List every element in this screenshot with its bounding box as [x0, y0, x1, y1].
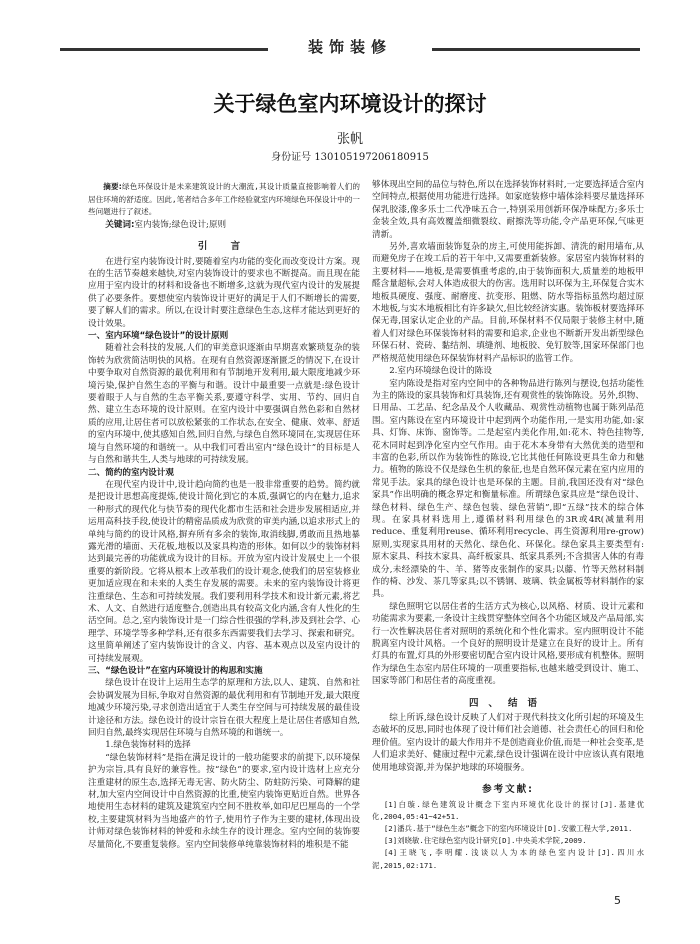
keywords — [88, 219, 360, 231]
conclusion-paragraph: 综上所诉,绿色设计反映了人们对于现代科技文化所引起的环境及生态破坏的反思,同时也体现了设计师们社会道德、社会责任心的回归和伦理价值。室内设计的最大作用并不是创造商业价值,而是一种社会变革,是人们追求美好、健康过程中元素,绿色设计强调在设计中应该认真有限地使用地球资源,并为保护地球的环境服务。 — [372, 713, 644, 773]
abstract-text: 绿色环保设计是未来建筑设计的大潮流,其设计质量直接影响着人们的居住环境的舒适度。因此,笔者结合多年工作经验就室内环境绿色环保设计中的一些问题进行了叙述。 — [88, 182, 360, 217]
section-1-heading: 一、室内环境“绿色设计”的设计原则 — [88, 331, 229, 342]
conclusion-heading: 四、结语 — [468, 697, 547, 709]
section-2-heading: 二、简约的室内设计观 — [88, 467, 174, 478]
article-title: 关于绿色室内环境设计的探讨 — [213, 92, 487, 116]
section-3-1-heading: 1.绿色装饰材料的选择 — [105, 740, 191, 751]
section-3-2-heading: 2.室内环境绿色设计的陈设 — [389, 366, 492, 377]
author-name: 张帆 — [336, 132, 363, 147]
section-label: 装饰装修 — [307, 38, 392, 56]
continued-paragraph: 够体现出空间的品位与特色,所以在选择装饰材料时,一定要选择适合室内空间特点,根据使用功能进行选择。如家庭装修中墙体涂料要尽量选择环保乳胶漆,像多乐士二代净味五合一,特别采用创新环保净味配方;多乐士金装全效,具有高效覆盖细微裂纹、耐擦洗等功能,令产品更环保,气味更清新。 — [372, 180, 644, 240]
section-3-paragraph: 绿色设计在设计上运用生态学的原理和方法,以人、建筑、自然和社会协调发展为目标,争取对自然资源的最优利用和有节制地开发,最大限度地减少环境污染,寻求创造出适宜于人类生存空间与可持续发展的最佳设计途径和方法。绿色设计的设计宗旨在很大程度上是让居住者感知自然,回归自然,最终实现居住环境与自然环境的和谐统一。 — [88, 678, 360, 739]
references-list — [372, 799, 644, 872]
section-3-heading: 三、“绿色设计”在室内环境设计的构思和实施 — [88, 666, 263, 676]
keywords-text: 室内装饰;绿色设计;原则 — [134, 219, 227, 230]
flooring-paragraph: 另外,喜欢墙面装饰复杂的房主,可使用能拆卸、清洗的耐用墙布,从而避免房子在竣工后的若干年中,又需要重新装修。家居室内装饰材料的主要材料——地板,是需要慎重考虑的,由于装饰面积大,质量差的地板甲醛含量超标,会对人体造成很大的伤害。选用时以环保为主,环保复合实木地板具硬度、强度、耐磨度、抗变形、阻燃、防水等指标虽然均超过原木地板,与实木地板相比有许多缺欠,但比较经济实惠。装饰板材要选择环保无毒,国家认定企业的产品。目前,环保材料不仅局限于装修主材中,随着人们对绿色环保装饰材料的需要和追求,企业也不断新开发出新型绿色环保石材、瓷砖、黏结剂、填缝剂、地板胶、免钉胶等,国家环保部门也严格规范使用绿色环保装饰材料产品标识的监管工作。 — [372, 242, 644, 364]
journal-section-header — [0, 28, 700, 58]
abstract — [88, 181, 360, 219]
section-3-1-paragraph: “绿色装饰材料”是指在满足设计的一般功能要求的前提下,以环境保护为宗旨,具有良好的兼容性。按“绿色”的要求,室内设计选材上应充分注重建材的原生态,选择无毒无害、防火防尘、防蛀防污染、可降解的建材,加大室内空间设计中自然资源的比重,使室内装饰更贴近自然。世界各地使用生态材料的建筑及建筑室内空间不胜枚举,如印尼巴厘岛的一个学校,主要建筑材料为当地盛产的竹子,使用竹子作为主要的建材,体现出设计师对绿色装饰材料的钟爱和永续生存的设计理念。室内空间的装饰要尽量简化,不要重复装修。室内空间装修单纯靠装饰材料的堆积是不能 — [88, 752, 360, 850]
left-column — [88, 181, 360, 851]
reference-item: [1]白璇.绿色建筑设计概念下室内环境优化设计的探讨[J].基建优化,2004,05:41~42+51. — [372, 799, 644, 821]
reference-item: [2]潘兵.基于“绿色生态”概念下的室内环境设计[D].安徽工程大学,2011. — [383, 823, 633, 833]
section-2-paragraph: 在现代室内设计中,设计趋向简约也是一股非常重要的趋势。简约就是把设计思想高度提炼,使设计简化到它的本质,强调它的内在魅力,追求一种形式的现代化与快节奏的现代化都市生活和社会进步发展相适应,并运用高科技手段,使设计的精密品质成为欣赏的审美内涵,以追求形式上的单纯与简约的设计风格,摒弃所有多余的装饰,取消线脚,勇敢而且热地暴露光滑的墙面、天花板,地板以及家具构造的形体。如何以少的装饰材料达到最完善的功能就成为设计的目标。开放为室内设计发展史上一个很重要的新阶段。它将从根本上改革我们的设计观念,使我们的居室装修业更加适应现在和未来的人类生存发展的需要。未来的室内装饰设计将更注重绿色、生态和可持续发展。我们要利用科学技术和设计新元素,将艺术、人文、自然进行适度整合,创造出具有较高文化内涵,含有人性化的生活空间。总之,室内装饰设计是一门综合性很强的学科,涉及到社会学、心理学、环境学等多种学科,还有很多东西需要我们去学习、探索和研究。这里简单阐述了室内装饰设计的含义、内容、基本观点以及室内设计的可持续发展观。 — [88, 479, 360, 664]
right-column — [372, 179, 644, 872]
header-rule-left — [60, 48, 268, 51]
lighting-paragraph: 绿色照明它以居住者的生活方式为核心,以风格、材质、设计元素和功能需求为要素,一条设计主线贯穿整体空间各个功能区域及产品局部,实行一次性解决居住者对照明的系统化和个性化需求。室内照明设计不能脱离室内设计风格。一个良好的照明设计是建立在良好的设计上。所有灯具的布置,灯具的外形要密切配合室内设计风格,要形成有机整体。照明作为绿色生态室内居住环境的一项重要指标,也越来越受到设计、施工、国家等部门和居住者的高度重视。 — [372, 601, 644, 687]
references-heading: 参考文献: — [482, 784, 534, 796]
author-id: 身份证号 130105197206180915 — [271, 152, 429, 163]
page-number: 5 — [614, 894, 621, 907]
intro-paragraph: 在进行室内装饰设计时,要随着室内功能的变化而改变设计方案。现在的生活节奏越来越快,对室内装饰设计的要求也不断提高。而且现在能应用于室内设计的材料和设备也不断增多,这就为现代室内设计的发展提供了必要条件。要想使室内装饰设计更好的满足于人们不断增长的需要,要了解人们的需求。所以,在设计时要注意绿色生态,这样才能达到更好的设计效果。 — [88, 256, 360, 329]
abstract-label: 摘要: — [103, 182, 122, 191]
furnishing-paragraph: 室内陈设是指对室内空间中的各种物品进行陈列与摆设,包括功能性为主的陈设的家具装饰和灯具装饰,还有观赏性的装饰陈设。另外,织物、日用品、工艺品、纪念品及个人收藏品、观赏性动植物也属于陈列品范围。室内陈设在室内环境设计中起到两个功能作用,一是实用功能,如:家具、灯饰、床饰、窗饰等。二是起室内美化作用,如:花木、特色挂物等,花木同时起到净化室内空气作用。由于花木本身带有大然优美的造型和丰富的色彩,所以作为装饰性的陈设,它比其他任何陈设更具生命力和魅力。植物的陈设不仅是绿色生机的象征,也是自然环保元素在室内应用的常见手法。家具的绿色设计也是环保的主题。目前,我国还没有对“绿色家具”作出明确的概念界定和衡量标准。所谓绿色家具应是“绿色设计、绿色材料、绿色生产、绿色包装、绿色营销”,即“五绿”技术的综合体现。在家具材料选用上,遵循材料利用绿色的3R或4R(减量利用reduce、重复利用reuse、循环利用recycle、再生资源利用re-grow)原则,实现家具用材的天然化、绿色化、环保化。绿色家具主要类型有:原木家具、科技木家具、高纤板家具、纸家具系列;不含损害人体的有毒成分,未经漂染的牛、羊、猪等皮张制作的家具;以藤、竹等天然材料制作的椅、沙发、茶几等家具;以不锈钢、玻璃、铁金属板等材料制作的家具。 — [372, 378, 644, 600]
reference-item: [4]王晓飞,李明耀.浅谈以人为本的绿色室内设计[J].四川水泥,2015,02:171. — [372, 848, 644, 870]
intro-heading: 引 言 — [197, 241, 251, 253]
keywords-label: 关键词: — [105, 219, 135, 230]
section-1-paragraph: 随着社会科技的发展,人们的审美意识逐渐由早期喜欢繁琐复杂的装饰转为欣赏简洁明快的风格。在现有自然资源逐渐匮乏的情况下,在设计中要争取对自然资源的最优利用和有节制地开发利用,最大限度地减少环境污染,保护自然生态的平衡与和谐。设计中最重要一点就是:绿色设计要着眼于人与自然的生态平衡关系,要遵守科学、实用、节约、回归自然、建立生态环境的设计原则。在室内设计中要强调自然色彩和自然材质的应用,让居住者可以放松紧张的工作状态,在安全、健康、效率、舒适的室内环境中,使其感知自然,回归自然,与绿色自然环境同在,实现居住环境与自然环境的和谐统一。从中我们可看出室内“绿色设计”的目标是人与自然和谐共生,人类与地球的可持续发展。 — [88, 343, 360, 466]
header-rule-right — [432, 48, 640, 51]
reference-item: [3]刘晓敏.住宅绿色室内设计研究[D].中央美术学院,2009. — [383, 836, 587, 846]
